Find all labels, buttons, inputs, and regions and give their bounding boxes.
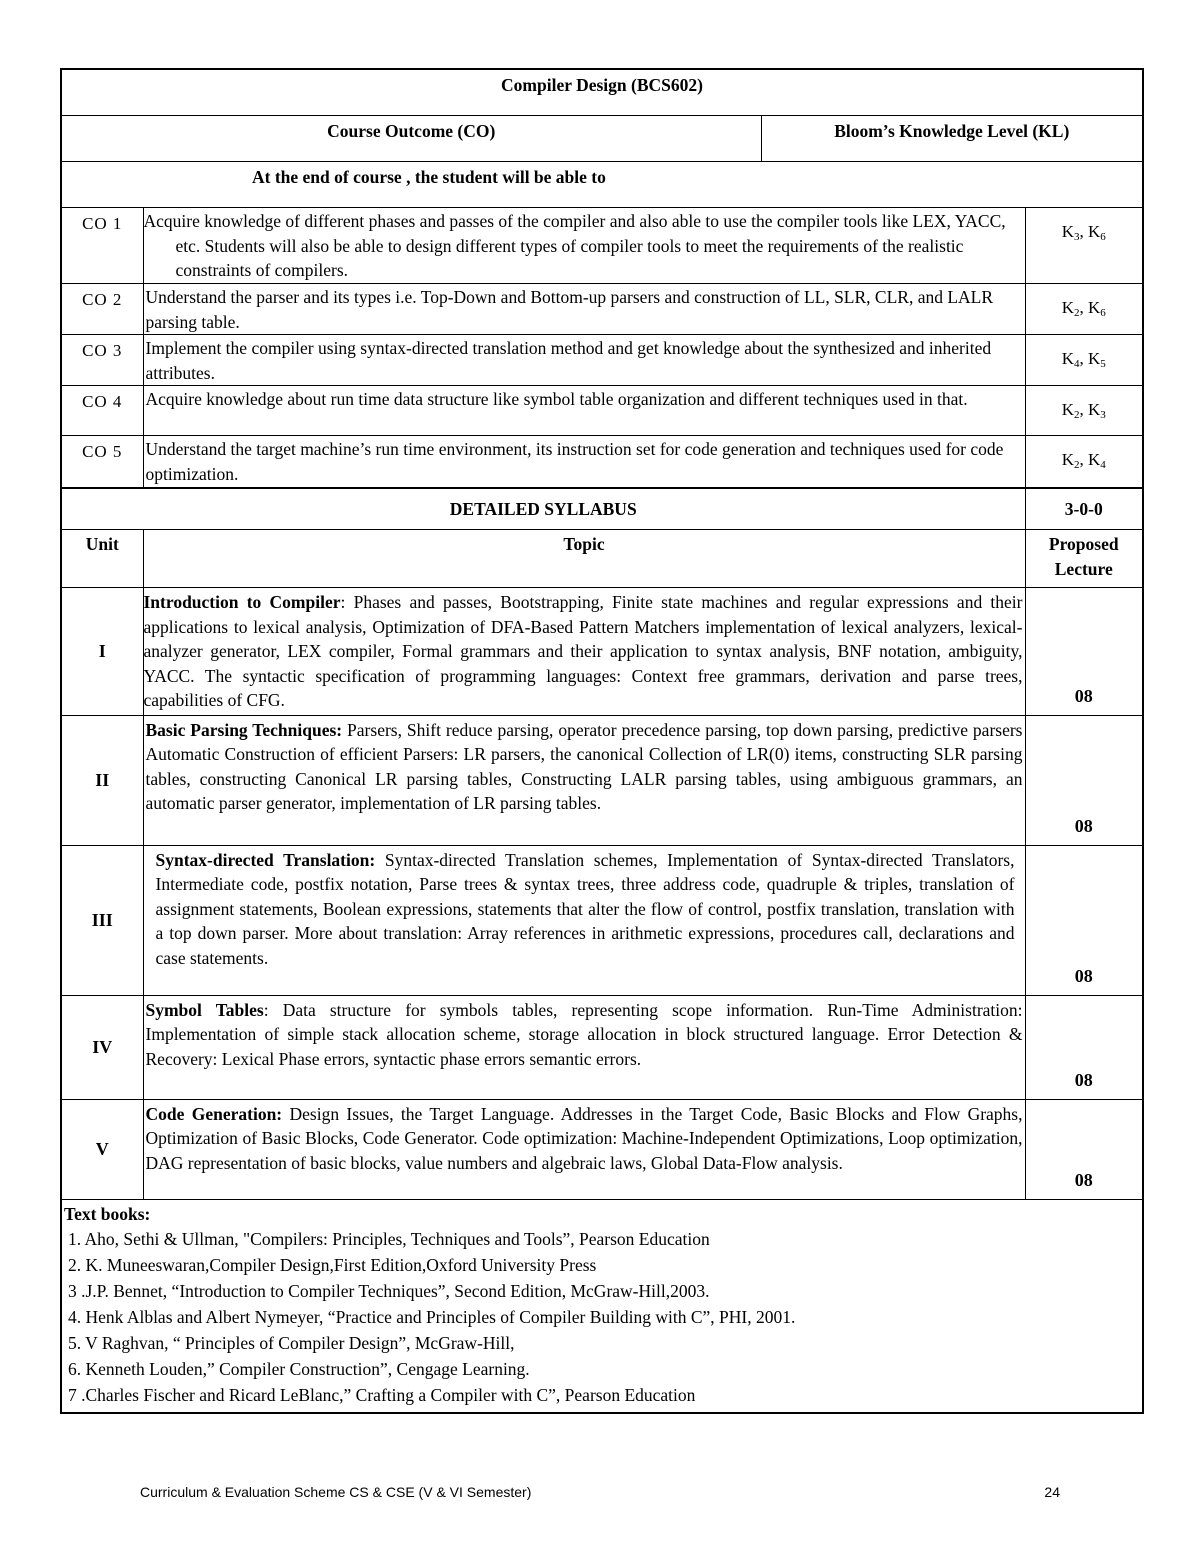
textbook-item: 1. Aho, Sethi & Ullman, "Compilers: Principles, Techniques and Tools”, Pearson Education xyxy=(68,1229,710,1249)
textbooks-heading: Text books: xyxy=(64,1203,151,1224)
course-title: Compiler Design (BCS602) xyxy=(61,69,1143,116)
unit-topic: Code Generation: Design Issues, the Target Language. Addresses in the Target Code, Basic Blocks and Flow Graphs, Optimization of Basic Blocks, Code Generator. Code optimization: Machine-Independent Optimizations, Loop optimization, DAG representation of basic blocks, value numbers and algebraic laws, Global Data-Flow analysis. xyxy=(143,1099,1025,1199)
outcome-row xyxy=(61,208,1143,284)
co-id: CO 1 xyxy=(61,208,143,284)
co-text: Acquire knowledge about run time data structure like symbol table organization and different techniques used in that. xyxy=(143,386,1025,436)
unit-row xyxy=(61,588,1143,716)
unit-column-header: Unit xyxy=(61,530,143,588)
ltp-value: 3-0-0 xyxy=(1025,488,1143,530)
co-knowledge-level: $K_2$, $K_6$ xyxy=(1025,284,1143,335)
kl-column-header: Bloom’s Knowledge Level (KL) xyxy=(761,116,1143,162)
outcome-row xyxy=(61,284,1143,335)
topic-column-header: Topic xyxy=(143,530,1025,588)
unit-row xyxy=(61,715,1143,845)
unit-number: I xyxy=(61,588,143,716)
unit-number: II xyxy=(61,715,143,845)
co-knowledge-level: $K_3$, $K_6$ xyxy=(1025,208,1143,284)
textbook-item: 6. Kenneth Louden,” Compiler Construction”, Cengage Learning. xyxy=(68,1359,530,1379)
page-number: 24 xyxy=(1044,1484,1060,1500)
outcome-row xyxy=(61,436,1143,488)
syllabus-table xyxy=(60,68,1144,1414)
co-id: CO 2 xyxy=(61,284,143,335)
unit-lectures: 08 xyxy=(1025,588,1143,716)
co-id: CO 3 xyxy=(61,335,143,386)
outcome-row xyxy=(61,335,1143,386)
co-column-header: Course Outcome (CO) xyxy=(61,116,761,162)
unit-lectures: 08 xyxy=(1025,845,1143,995)
co-knowledge-level: $K_4$, $K_5$ xyxy=(1025,335,1143,386)
unit-topic: Syntax-directed Translation: Syntax-directed Translation schemes, Implementation of Syntax-directed Translators, Intermediate code, postfix notation, Parse trees & syntax trees, three address code, quadruple & triples, translation of assignment statements, Boolean expressions, statements that alter the flow of control, postfix translation, translation with a top down parser. More about translation: Array references in arithmetic expressions, procedures call, declarations and case statements. xyxy=(143,845,1025,995)
syllabus-title: DETAILED SYLLABUS xyxy=(61,488,1025,530)
textbook-item: 7 .Charles Fischer and Ricard LeBlanc,” Crafting a Compiler with C”, Pearson Education xyxy=(68,1385,696,1405)
textbook-item: 3 .J.P. Bennet, “Introduction to Compiler Techniques”, Second Edition, McGraw-Hill,2003. xyxy=(68,1281,710,1301)
unit-lectures: 08 xyxy=(1025,1099,1143,1199)
co-id: CO 4 xyxy=(61,386,143,436)
unit-number: III xyxy=(61,845,143,995)
outcome-row xyxy=(61,386,1143,436)
co-text: Understand the target machine’s run time environment, its instruction set for code generation and techniques used for code optimization. xyxy=(143,436,1025,488)
textbook-item: 5. V Raghvan, “ Principles of Compiler Design”, McGraw-Hill, xyxy=(68,1333,515,1353)
unit-lectures: 08 xyxy=(1025,995,1143,1099)
co-text: Understand the parser and its types i.e. Top-Down and Bottom-up parsers and construction of LL, SLR, CLR, and LALR parsing table. xyxy=(143,284,1025,335)
outcome-intro: At the end of course , the student will be able to xyxy=(61,162,1143,208)
unit-number: IV xyxy=(61,995,143,1099)
unit-topic: Basic Parsing Techniques: Parsers, Shift reduce parsing, operator precedence parsing, top down parsing, predictive parsers Automatic Construction of efficient Parsers: LR parsers, the canonical Collection of LR(0) items, constructing SLR parsing tables, constructing Canonical LR parsing tables, Constructing LALR parsing tables, using ambiguous grammars, an automatic parser generator, implementation of LR parsing tables. xyxy=(143,715,1025,845)
unit-row xyxy=(61,845,1143,995)
unit-number: V xyxy=(61,1099,143,1199)
co-text: Implement the compiler using syntax-directed translation method and get knowledge about the synthesized and inherited attributes. xyxy=(143,335,1025,386)
textbooks-section xyxy=(61,1199,1143,1413)
co-knowledge-level: $K_2$, $K_4$ xyxy=(1025,436,1143,488)
unit-topic: Introduction to Compiler: Phases and passes, Bootstrapping, Finite state machines and regular expressions and their applications to lexical analysis, Optimization of DFA-Based Pattern Matchers implementation of lexical analyzers, lexical-analyzer generator, LEX compiler, Formal grammars and their application to syntax analysis, BNF notation, ambiguity, YACC. The syntactic specification of programming languages: Context free grammars, derivation and parse trees, capabilities of CFG. xyxy=(143,588,1025,716)
unit-topic: Symbol Tables: Data structure for symbols tables, representing scope information. Run-Time Administration: Implementation of simple stack allocation scheme, storage allocation in block structured language. Error Detection & Recovery: Lexical Phase errors, syntactic phase errors semantic errors. xyxy=(143,995,1025,1099)
unit-row xyxy=(61,1099,1143,1199)
unit-row xyxy=(61,995,1143,1099)
unit-lectures: 08 xyxy=(1025,715,1143,845)
footer-text: Curriculum & Evaluation Scheme CS & CSE (V & VI Semester) xyxy=(140,1484,532,1500)
co-knowledge-level: $K_2$, $K_3$ xyxy=(1025,386,1143,436)
textbook-item: 2. K. Muneeswaran,Compiler Design,First Edition,Oxford University Press xyxy=(68,1255,597,1275)
lecture-column-header: Proposed Lecture xyxy=(1025,530,1143,588)
page-footer xyxy=(140,1484,1060,1500)
co-id: CO 5 xyxy=(61,436,143,488)
syllabus-page xyxy=(60,68,1142,1414)
co-text: Acquire knowledge of different phases and passes of the compiler and also able to use the compiler tools like LEX, YACC, etc. Students will also be able to design different types of compiler tools to meet the requirements of the realistic constraints of compilers. xyxy=(143,208,1025,284)
textbook-item: 4. Henk Alblas and Albert Nymeyer, “Practice and Principles of Compiler Building with C”, PHI, 2001. xyxy=(68,1307,796,1327)
